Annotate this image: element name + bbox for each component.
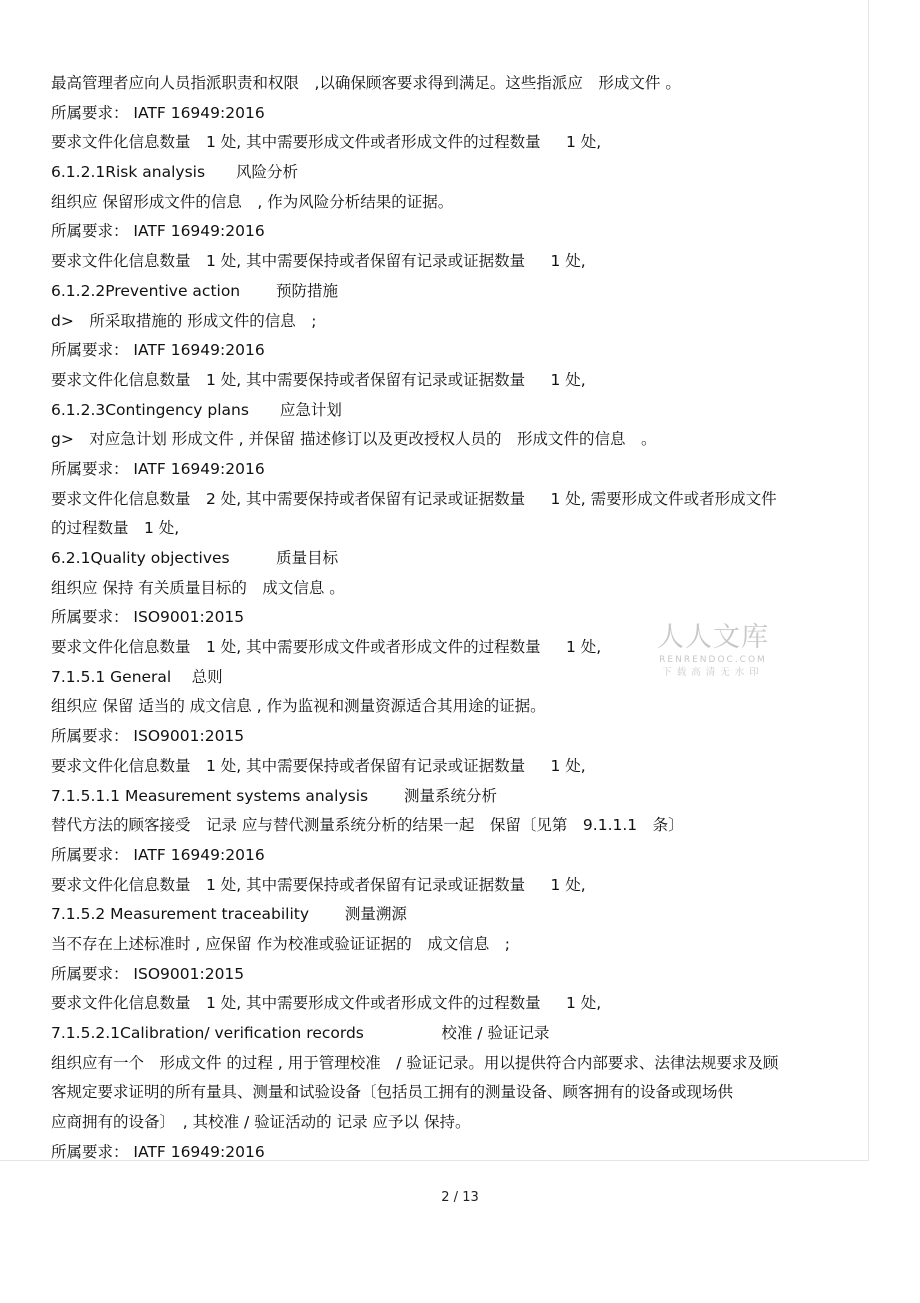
watermark-title: 人人文库 bbox=[657, 622, 769, 653]
text-line: 要求文件化信息数量 1 处, 其中需要保持或者保留有记录或证据数量 1 处, bbox=[51, 252, 586, 271]
text-line: 最高管理者应向人员指派职责和权限 ,以确保顾客要求得到满足。这些指派应 形成文件 。 bbox=[51, 74, 681, 92]
text-line: 要求文件化信息数量 1 处, 其中需要保持或者保留有记录或证据数量 1 处, bbox=[51, 756, 586, 775]
text-line: g> 对应急计划 形成文件 , 并保留 描述修订以及更改授权人员的 形成文件的信息 。 bbox=[51, 430, 657, 449]
text-line: 所属要求： IATF 16949:2016 bbox=[51, 341, 265, 360]
text-line: 要求文件化信息数量 2 处, 其中需要保持或者保留有记录或证据数量 1 处, 需要形成文件或者形成文件 bbox=[51, 489, 777, 508]
text-line: 所属要求： IATF 16949:2016 bbox=[51, 459, 265, 478]
text-line: 所属要求： IATF 16949:2016 bbox=[51, 103, 265, 122]
text-line: 应商拥有的设备〕 , 其校准 / 验证活动的 记录 应予以 保持。 bbox=[51, 1113, 471, 1132]
text-line: 7.1.5.1.1 Measurement systems analysis 测量系统分析 bbox=[51, 786, 498, 805]
text-line: 的过程数量 1 处, bbox=[51, 519, 180, 538]
text-line: 组织应 保持 有关质量目标的 成文信息 。 bbox=[51, 578, 345, 597]
text-line: 所属要求： ISO9001:2015 bbox=[51, 608, 245, 627]
text-line: 组织应有一个 形成文件 的过程 , 用于管理校准 / 验证记录。用以提供符合内部要求、法律法规要求及顾 bbox=[51, 1053, 779, 1072]
page-indicator bbox=[0, 1190, 920, 1205]
text-line: 要求文件化信息数量 1 处, 其中需要形成文件或者形成文件的过程数量 1 处, bbox=[51, 994, 602, 1013]
text-line: 当不存在上述标准时 , 应保留 作为校准或验证证据的 成文信息 ; bbox=[51, 934, 510, 953]
page-separator: / bbox=[453, 1190, 459, 1205]
text-line: 所属要求： ISO9001:2015 bbox=[51, 727, 245, 746]
text-line: 所属要求： IATF 16949:2016 bbox=[51, 1142, 265, 1161]
watermark-slogan: 下载高清无水印 bbox=[662, 667, 764, 678]
text-line: 6.1.2.3Contingency plans 应急计划 bbox=[51, 400, 342, 419]
text-line: 所属要求： IATF 16949:2016 bbox=[51, 222, 265, 241]
document-content bbox=[51, 69, 861, 1167]
text-line: 6.1.2.1Risk analysis 风险分析 bbox=[51, 163, 299, 182]
page-total: 13 bbox=[462, 1190, 479, 1205]
text-line: 6.2.1Quality objectives 质量目标 bbox=[51, 549, 339, 567]
text-line: 组织应 保留 适当的 成文信息 , 作为监视和测量资源适合其用途的证据。 bbox=[51, 697, 546, 716]
text-line: 要求文件化信息数量 1 处, 其中需要保持或者保留有记录或证据数量 1 处, bbox=[51, 370, 586, 389]
text-line: 组织应 保留形成文件的信息 , 作为风险分析结果的证据。 bbox=[51, 192, 454, 211]
text-line: 要求文件化信息数量 1 处, 其中需要形成文件或者形成文件的过程数量 1 处, bbox=[51, 133, 602, 152]
text-line: 7.1.5.1 General 总则 bbox=[51, 667, 223, 686]
text-line: 所属要求： IATF 16949:2016 bbox=[51, 845, 265, 864]
text-line: 6.1.2.2Preventive action 预防措施 bbox=[51, 281, 339, 300]
text-line: 替代方法的顾客接受 记录 应与替代测量系统分析的结果一起 保留〔见第 9.1.1.1 条〕 bbox=[51, 816, 684, 835]
watermark-domain: RENRENDOC.COM bbox=[659, 655, 767, 665]
text-line: d> 所采取措施的 形成文件的信息 ; bbox=[51, 311, 317, 330]
page-current: 2 bbox=[441, 1190, 450, 1205]
text-line: 7.1.5.2.1Calibration/ verification records 校准 / 验证记录 bbox=[51, 1024, 550, 1042]
text-line: 客规定要求证明的所有量具、测量和试验设备〔包括员工拥有的测量设备、顾客拥有的设备或现场供 bbox=[51, 1083, 734, 1102]
text-line: 7.1.5.2 Measurement traceability 测量溯源 bbox=[51, 905, 407, 924]
text-line: 所属要求： ISO9001:2015 bbox=[51, 964, 245, 983]
text-line: 要求文件化信息数量 1 处, 其中需要形成文件或者形成文件的过程数量 1 处, bbox=[51, 638, 602, 657]
text-line: 要求文件化信息数量 1 处, 其中需要保持或者保留有记录或证据数量 1 处, bbox=[51, 875, 586, 894]
watermark-logo bbox=[648, 622, 778, 680]
